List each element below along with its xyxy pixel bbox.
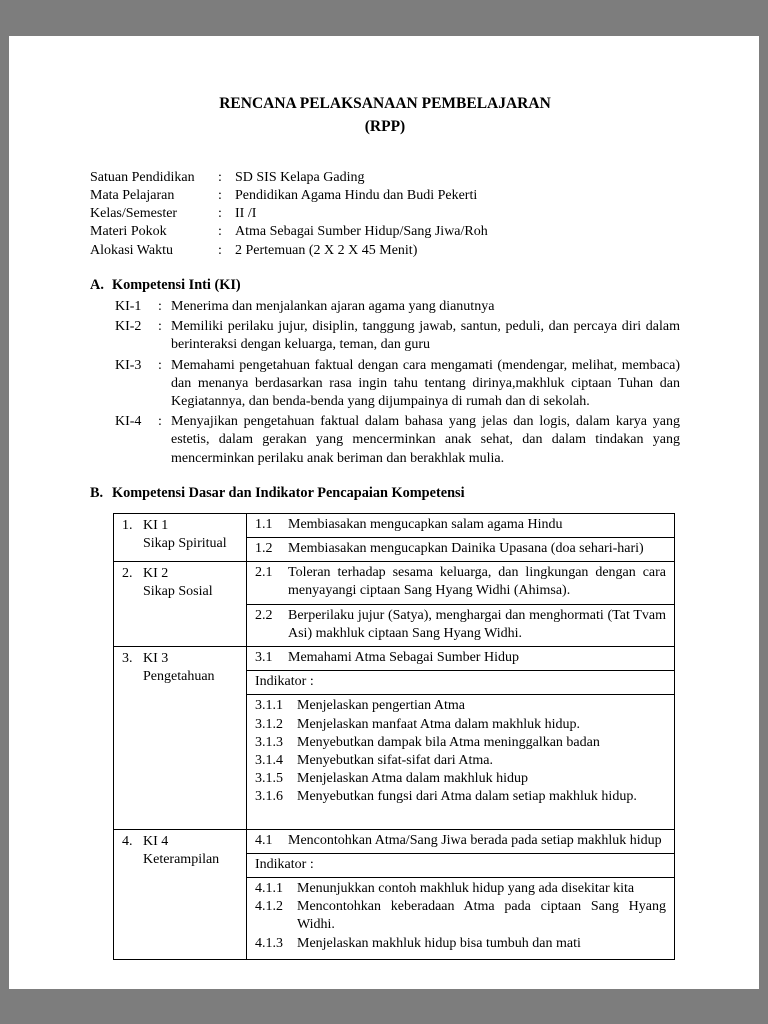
- ki-group-label: KI 1: [143, 517, 169, 533]
- meta-label: Kelas/Semester: [90, 206, 178, 222]
- indicator-item: [255, 880, 666, 898]
- ki-group-label: KI 2: [143, 566, 169, 582]
- section-a-title: Kompetensi Inti (KI): [112, 276, 241, 293]
- kd-number: 2.2: [255, 607, 273, 623]
- meta-value: Atma Sebagai Sumber Hidup/Sang Jiwa/Roh: [235, 224, 488, 240]
- meta-row: [90, 187, 680, 205]
- meta-colon: :: [218, 206, 222, 222]
- indicator-label: Indikator :: [255, 856, 314, 872]
- ki-group-number: 2.: [122, 566, 133, 582]
- section-a-heading: [90, 276, 680, 295]
- kd-cell: [247, 605, 674, 646]
- ki-group-subtitle: Pengetahuan: [143, 669, 215, 685]
- ki-group-number: 4.: [122, 833, 133, 849]
- indicator-label-cell: [247, 854, 674, 878]
- indicator-item: [255, 752, 666, 770]
- indicator-number: 3.1.4: [255, 753, 283, 769]
- ki-group-heading: [122, 565, 242, 583]
- ki-code: KI-3: [115, 357, 142, 373]
- ki-code: KI-2: [115, 319, 142, 335]
- kd-cell: [247, 830, 674, 854]
- kd-text: Membiasakan mengucapkan Dainika Upasana (doa sehari-hari): [288, 541, 644, 557]
- kd-text: Berperilaku jujur (Satya), menghargai dan menghormati (Tat Tvam Asi) makhluk ciptaan Sang Hyang Widhi.: [288, 607, 666, 641]
- ki-group-subtitle: Keterampilan: [143, 851, 220, 867]
- meta-label: Satuan Pendidikan: [90, 169, 195, 185]
- ki-colon: :: [158, 414, 162, 430]
- meta-label: Alokasi Waktu: [90, 242, 173, 258]
- ki-item: [115, 318, 680, 354]
- indicator-text: Menjelaskan Atma dalam makhluk hidup: [297, 771, 528, 787]
- indicator-item: [255, 770, 666, 788]
- indicator-number: 3.1.3: [255, 734, 283, 750]
- kd-number: 2.1: [255, 565, 273, 581]
- table-right-cell: [246, 514, 674, 561]
- meta-label: Mata Pelajaran: [90, 187, 175, 203]
- section-b-heading: [90, 484, 680, 503]
- table-left-cell: [114, 647, 246, 829]
- table-right-cell: [246, 830, 674, 959]
- kd-indicator-table: [113, 513, 675, 960]
- indicator-number: 3.1.6: [255, 789, 283, 805]
- ki-group-label: KI 4: [143, 833, 169, 849]
- indicator-text: Menunjukkan contoh makhluk hidup yang ada disekitar kita: [297, 881, 635, 897]
- ki-item: [115, 357, 680, 412]
- meta-colon: :: [218, 224, 222, 240]
- indicator-item: [255, 697, 666, 715]
- indicator-text: Menjelaskan manfaat Atma dalam makhluk hidup.: [297, 716, 581, 732]
- indicator-item: [255, 935, 666, 953]
- section-a-number: A.: [90, 276, 104, 293]
- kd-text: Mencontohkan Atma/Sang Jiwa berada pada setiap makhluk hidup: [288, 832, 662, 848]
- table-group-row: [114, 561, 674, 646]
- doc-title-line1: RENCANA PELAKSANAAN PEMBELAJARAN: [219, 95, 551, 112]
- kd-text: Memahami Atma Sebagai Sumber Hidup: [288, 650, 519, 666]
- kd-cell: [247, 514, 674, 538]
- indicator-number: 3.1.2: [255, 716, 283, 732]
- section-b-title: Kompetensi Dasar dan Indikator Pencapaian Kompetensi: [112, 484, 465, 501]
- indicator-text: Menyebutkan fungsi dari Atma dalam setiap makhluk hidup.: [297, 789, 637, 805]
- indicator-item: [255, 734, 666, 752]
- indicator-text: Menjelaskan pengertian Atma: [297, 698, 465, 714]
- table-group-row: [114, 646, 674, 829]
- indicator-number: 3.1.1: [255, 698, 283, 714]
- ki-item: [115, 298, 680, 316]
- ki-group-number: 1.: [122, 517, 133, 533]
- indicator-label: Indikator :: [255, 674, 314, 690]
- ki-text: Memiliki perilaku jujur, disiplin, tanggung jawab, santun, peduli, dan percaya diri dalam berinteraksi dengan keluarga, teman, dan guru: [171, 319, 680, 353]
- table-right-cell: [246, 562, 674, 646]
- doc-title: [90, 92, 680, 139]
- ki-code: KI-1: [115, 298, 142, 314]
- kd-cell: [247, 538, 674, 561]
- indicator-text: Mencontohkan keberadaan Atma pada ciptaan Sang Hyang Widhi.: [297, 899, 666, 933]
- kd-cell: [247, 562, 674, 604]
- indicator-list-cell: [247, 878, 674, 959]
- ki-group-subtitle: Sikap Spiritual: [143, 536, 227, 552]
- indicator-number: 4.1.2: [255, 899, 283, 915]
- kd-line: [255, 832, 666, 850]
- meta-colon: :: [218, 187, 222, 203]
- indicator-text: Menjelaskan makhluk hidup bisa tumbuh dan mati: [297, 935, 581, 951]
- ki-text: Memahami pengetahuan faktual dengan cara mengamati (mendengar, melihat, membaca) dan menanya berdasarkan rasa ingin tahu tentang dirinya,makhluk ciptaan Tuhan dan Kegiatannya, dan benda-benda yang dijumpainya di rumah dan di sekolah.: [171, 357, 680, 409]
- section-b-number: B.: [90, 484, 104, 501]
- meta-row: [90, 223, 680, 241]
- meta-value: Pendidikan Agama Hindu dan Budi Pekerti: [235, 187, 478, 203]
- kd-number: 1.1: [255, 516, 273, 532]
- kd-number: 1.2: [255, 541, 273, 557]
- kd-line: [255, 540, 666, 558]
- meta-value: 2 Pertemuan (2 X 2 X 45 Menit): [235, 242, 418, 258]
- kd-number: 4.1: [255, 832, 273, 848]
- indicator-number: 4.1.1: [255, 881, 283, 897]
- table-right-cell: [246, 647, 674, 829]
- indicator-item: [255, 788, 666, 806]
- kd-line: [255, 649, 666, 667]
- kd-cell: [247, 647, 674, 671]
- kd-line: [255, 607, 666, 643]
- indicator-text: Menyebutkan dampak bila Atma meninggalkan badan: [297, 734, 600, 750]
- table-group-row: [114, 829, 674, 959]
- indicator-label-cell: [247, 671, 674, 695]
- ki-list: [90, 298, 680, 468]
- meta-row: [90, 242, 680, 260]
- ki-colon: :: [158, 298, 162, 314]
- meta-colon: :: [218, 242, 222, 258]
- table-left-cell: [114, 514, 246, 561]
- metadata-block: [90, 169, 680, 260]
- indicator-item: [255, 898, 666, 934]
- ki-item: [115, 413, 680, 468]
- indicator-text: Menyebutkan sifat-sifat dari Atma.: [297, 753, 493, 769]
- ki-group-number: 3.: [122, 651, 133, 667]
- table-left-cell: [114, 562, 246, 646]
- ki-group-label: KI 3: [143, 651, 169, 667]
- kd-line: [255, 516, 666, 534]
- doc-title-line2: (RPP): [364, 118, 406, 136]
- ki-text: Menyajikan pengetahuan faktual dalam bahasa yang jelas dan logis, dalam karya yang estetis, dalam gerakan yang mencerminkan anak sehat, dan dalam tindakan yang mencerminkan perilaku anak beriman dan berakhlak mulia.: [171, 414, 680, 466]
- meta-label: Materi Pokok: [90, 224, 167, 240]
- kd-text: Membiasakan mengucapkan salam agama Hindu: [288, 516, 563, 532]
- table-group-row: [114, 514, 674, 561]
- ki-colon: :: [158, 357, 162, 373]
- table-left-cell: [114, 830, 246, 959]
- kd-text: Toleran terhadap sesama keluarga, dan lingkungan dengan cara menyayangi ciptaan Sang Hyang Widhi (Ahimsa).: [288, 565, 666, 599]
- ki-colon: :: [158, 319, 162, 335]
- meta-value: SD SIS Kelapa Gading: [235, 169, 365, 185]
- indicator-number: 4.1.3: [255, 935, 283, 951]
- meta-colon: :: [218, 169, 222, 185]
- ki-group-subtitle: Sikap Sosial: [143, 584, 213, 600]
- indicator-list-cell: [247, 695, 674, 828]
- kd-line: [255, 564, 666, 600]
- meta-row: [90, 205, 680, 223]
- indicator-item: [255, 716, 666, 734]
- meta-row: [90, 169, 680, 187]
- meta-value: II /I: [235, 206, 257, 222]
- ki-code: KI-4: [115, 414, 142, 430]
- ki-group-heading: [122, 517, 242, 535]
- ki-group-heading: [122, 833, 242, 851]
- ki-text: Menerima dan menjalankan ajaran agama yang dianutnya: [171, 298, 495, 314]
- document-page: [9, 36, 759, 989]
- kd-number: 3.1: [255, 650, 273, 666]
- ki-group-heading: [122, 650, 242, 668]
- indicator-number: 3.1.5: [255, 771, 283, 787]
